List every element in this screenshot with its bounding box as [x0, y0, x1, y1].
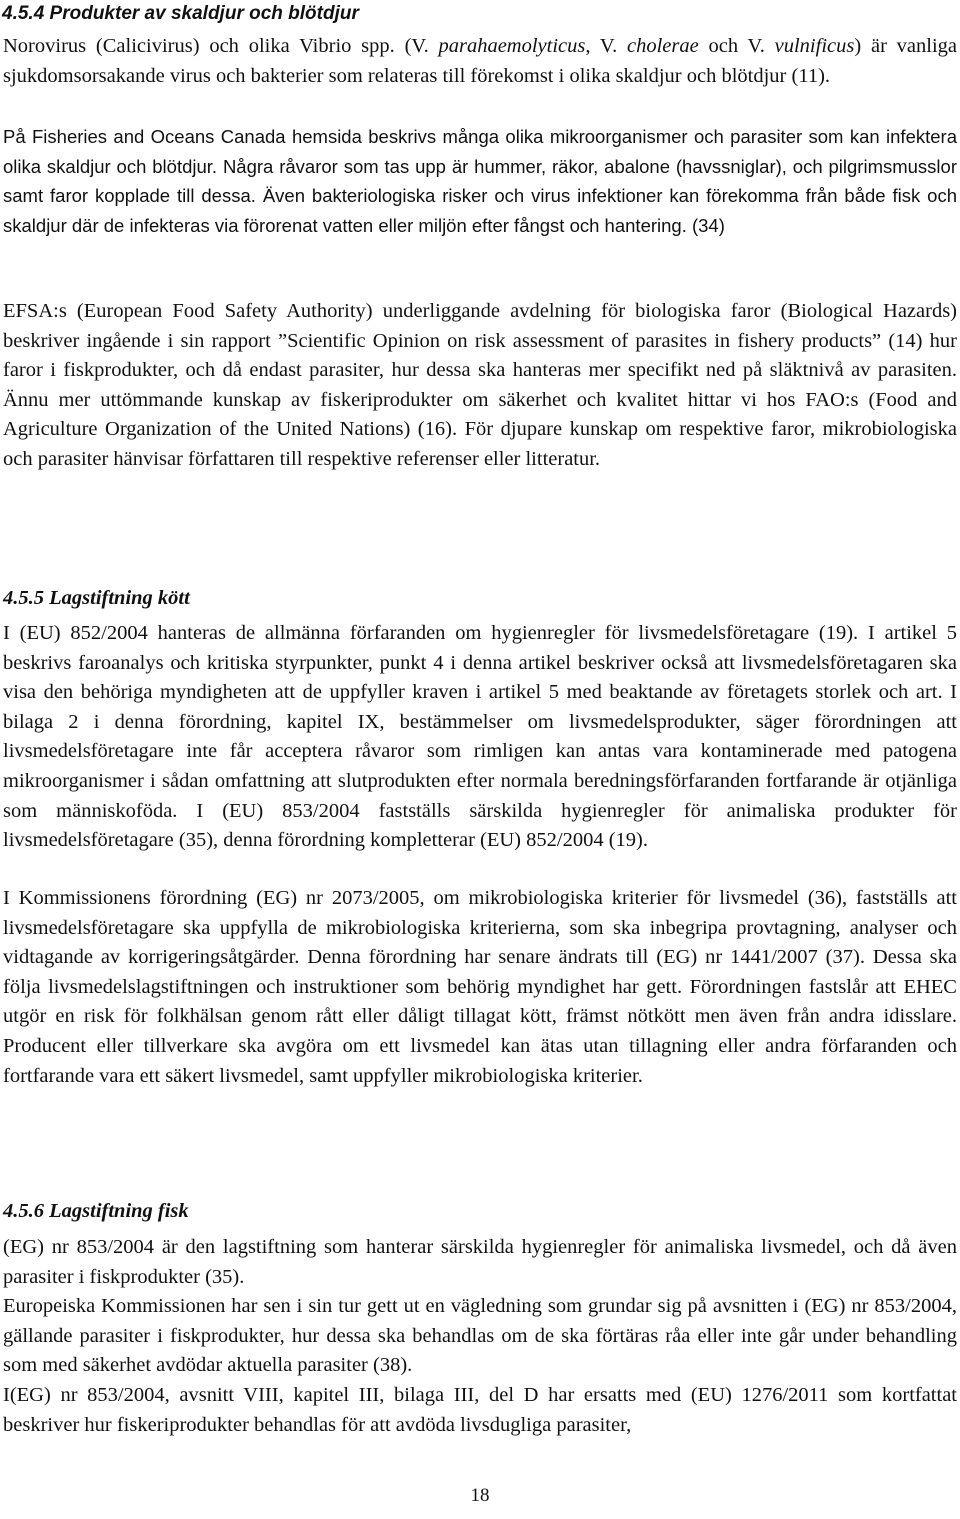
text-span: På Fisheries and Oceans Canada hemsida beskrivs många olika mikroorganismer och parasiter som kan infektera olika skaldjur och blötdjur.: [3, 126, 957, 177]
section-heading-4-5-5: 4.5.5 Lagstiftning kött: [3, 587, 190, 609]
section-heading-4-5-6: 4.5.6 Lagstiftning fisk: [3, 1200, 189, 1222]
paragraph-eg-853: (EG) nr 853/2004 är den lagstiftning som hanterar särskilda hygienregler för animaliska livsmedel, och då även parasiter i fiskprodukter (35).: [3, 1236, 957, 1288]
citation: (34): [686, 214, 725, 236]
species-italic: vulnificus: [774, 35, 855, 57]
paragraph-eg-2073: I Kommissionens förordning (EG) nr 2073/2005, om mikrobiologiska kriterier för livsmedel (36), fastställs att livsmedelsföretagare ska uppfylla de mikrobiologiska kriterierna, som ska inbegripa provtagning, analyser och vidtagande av korrigeringsåtgärder. Denna förordning har senare ändrats till (EG) nr 1441/2007 (37). Dessa ska följa livsmedelslagstiftningen och instruktioner som behörig myndighet har gett. Förordningen fastslår att EHEC utgör en risk för folkhälsan genom rått eller dåligt tillagat kött, främst nötkött men även från andra idisslare. Producent eller tillverkare ska avgöra om ett livsmedel kan ätas utan tillagning eller andra förfaranden och fortfarande vara ett säkert livsmedel, samt uppfyller mikrobiologiska kriterier.: [3, 887, 957, 1087]
species-italic: cholerae: [627, 35, 699, 57]
text-span: Norovirus (Calicivirus) och olika Vibrio spp. (V.: [3, 35, 439, 57]
section-heading-4-5-4: 4.5.4 Produkter av skaldjur och blötdjur: [2, 3, 359, 24]
page-number: 18: [470, 1485, 490, 1506]
paragraph-vibrio: [3, 32, 957, 91]
text-span: ) är vanliga sjukdomsorsakande virus och bakterier som relateras till förekomst i olika skaldjur och blötdjur (11).: [3, 35, 958, 87]
paragraph-eu-1276: I(EG) nr 853/2004, avsnitt VIII, kapitel III, bilaga III, del D har ersatts med (EU) 1276/2011 som kortfattat beskriver hur fiskeriprodukter behandlas för att avdöda livsdugliga parasiter,: [3, 1384, 957, 1436]
text-span: , V.: [585, 35, 628, 57]
text-span: Några råvaror som tas upp är hummer, räkor, abalone (havssniglar), och pilgrimsmusslor samt faror kopplade till dessa. Även bakteriologiska risker och virus infektioner kan förekomma från både fisk och skaldjur där de infekteras via förorenat vatten eller miljön efter fångst och hantering.: [3, 155, 957, 236]
text-span: och V.: [698, 35, 775, 57]
species-italic: parahaemolyticus: [438, 35, 586, 57]
paragraph-european-commission: Europeiska Kommissionen har sen i sin tur gett ut en vägledning som grundar sig på avsnitten i (EG) nr 853/2004, gällande parasiter i fiskprodukter, hur dessa ska behandlas om de ska förtäras råa eller inte går under behandling som med säkerhet avdödar aktuella parasiter (38).: [3, 1295, 957, 1377]
paragraph-fisheries-canada: [3, 122, 957, 240]
paragraph-efsa: EFSA:s (European Food Safety Authority) underliggande avdelning för biologiska faror (Biological Hazards) beskriver ingående i sin rapport ”Scientific Opinion on risk assessment of parasites in fishery products” (14) hur faror i fiskprodukter, och då endast parasiter, hur dessa ska hanteras mer specifikt ned på släktnivå av parasiten. Ännu mer uttömmande kunskap av fiskeriprodukter om säkerhet och kvalitet hittar vi hos FAO:s (Food and Agriculture Organization of the United Nations) (16). För djupare kunskap om respektive faror, mikrobiologiska och parasiter hänvisar författaren till respektive referenser eller litteratur.: [3, 300, 957, 470]
paragraph-eu-852: I (EU) 852/2004 hanteras de allmänna förfaranden om hygienregler för livsmedelsföretagare (19). I artikel 5 beskrivs faroanalys och kritiska styrpunkter, punkt 4 i denna artikel beskriver också att livsmedelsföretagaren ska visa den behöriga myndigheten att de uppfyller kraven i artikel 5 med beaktande av företagets storlek och art. I bilaga 2 i denna förordning, kapitel IX, bestämmelser om livsmedelsprodukter, säger förordningen att livsmedelsföretagare inte får acceptera råvaror som rimligen kan antas vara kontaminerade med patogena mikroorganismer i sådan omfattning att slutprodukten efter normala beredningsförfaranden fortfarande är otjänliga som människoföda. I (EU) 853/2004 fastställs särskilda hygienregler för animaliska produkter för livsmedelsföretagare (35), denna förordning kompletterar (EU) 852/2004 (19).: [3, 622, 957, 852]
